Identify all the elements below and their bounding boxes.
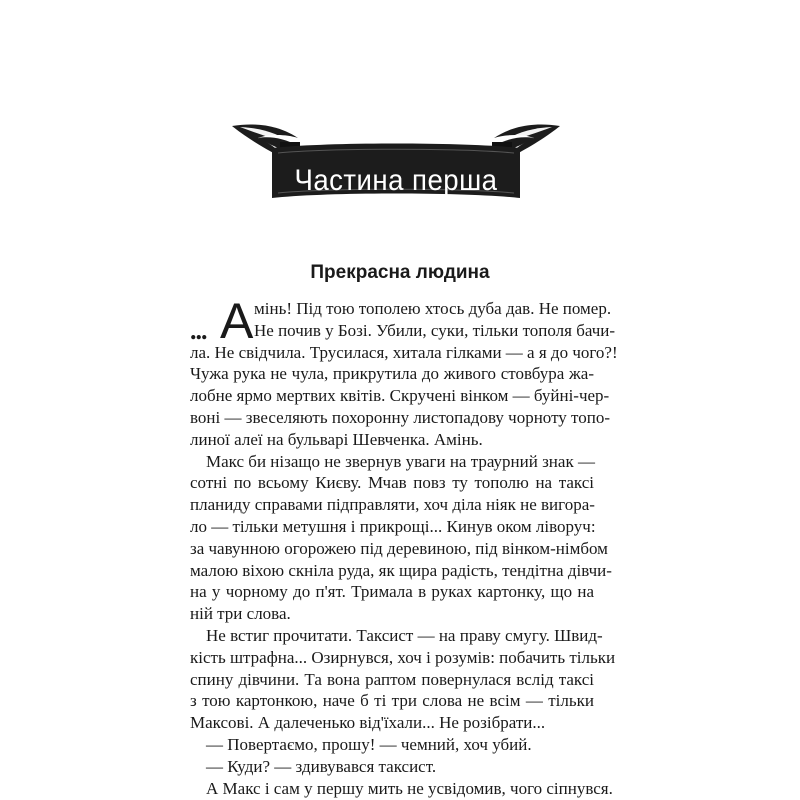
text-line: планиду справами підправляти, хоч діла ніяк не вигора- <box>190 495 595 515</box>
text-line: А Макс і сам у першу мить не усвідомив, чого сіпнувся. <box>206 778 613 798</box>
section-banner <box>228 112 564 208</box>
text-line: малою віхою скніла руда, як щира радість, тендітна дівчи- <box>190 560 612 580</box>
dialogue-line: — Куди? — здивувався таксист. <box>206 756 437 776</box>
text-line: сотні по всьому Києву. Мчав повз ту тополю на таксі <box>190 473 594 493</box>
text-line: лобне ярмо мертвих квітів. Скручені вінком — буйні-чер- <box>190 386 610 406</box>
text-line: ній три слова. <box>190 604 291 624</box>
text-line: Макс би нізащо не звернув уваги на траурний знак — <box>206 451 595 471</box>
text-line: воні — звеселяють похоронну листопадову чорноту топо- <box>190 407 610 427</box>
body-text <box>190 293 618 799</box>
text-line: линої алеї на бульварі Шевченка. Амінь. <box>190 429 483 449</box>
chapter-title: Прекрасна людина <box>310 262 490 283</box>
text-line: Чужа рука не чула, прикрутила до живого стовбура жа- <box>190 364 594 384</box>
part-title: Частина перша <box>294 164 498 197</box>
drop-cap-ellipsis: ... <box>190 316 207 345</box>
text-line: ла. Не свідчила. Трусилася, хитала гілками — а я до чого?! <box>190 342 618 362</box>
text-line: ло — тільки метушня і прикрощі... Кинув оком ліворуч: <box>190 516 596 536</box>
drop-cap-letter: А <box>220 293 254 349</box>
text-line: на у чорному до п'ят. Тримала в руках картонку, що на <box>190 582 594 602</box>
dialogue-line: — Повертаємо, прошу! — чемний, хоч убий. <box>206 734 532 754</box>
text-line: кість штрафна... Озирнувся, хоч і розумів: побачить тільки <box>190 647 616 667</box>
text-line: з тою картонкою, наче б ті три слова не всім — тільки <box>190 691 594 711</box>
text-line: Не почив у Бозі. Убили, суки, тільки тополя бачи- <box>254 320 616 340</box>
text-line: Не встиг прочитати. Таксист — на праву смугу. Швид- <box>206 625 603 645</box>
text-line: Максові. А далеченько від'їхали... Не розібрати... <box>190 713 546 733</box>
text-line-content: мінь! Під тою тополею хтось дуба дав. Не помер. <box>254 299 612 318</box>
drop-cap <box>190 293 254 349</box>
text-line: спину дівчини. Та вона раптом повернулася вслід таксі <box>190 669 594 689</box>
text-line: за чавунною огорожею під деревиною, під вінком-німбом <box>190 538 608 558</box>
